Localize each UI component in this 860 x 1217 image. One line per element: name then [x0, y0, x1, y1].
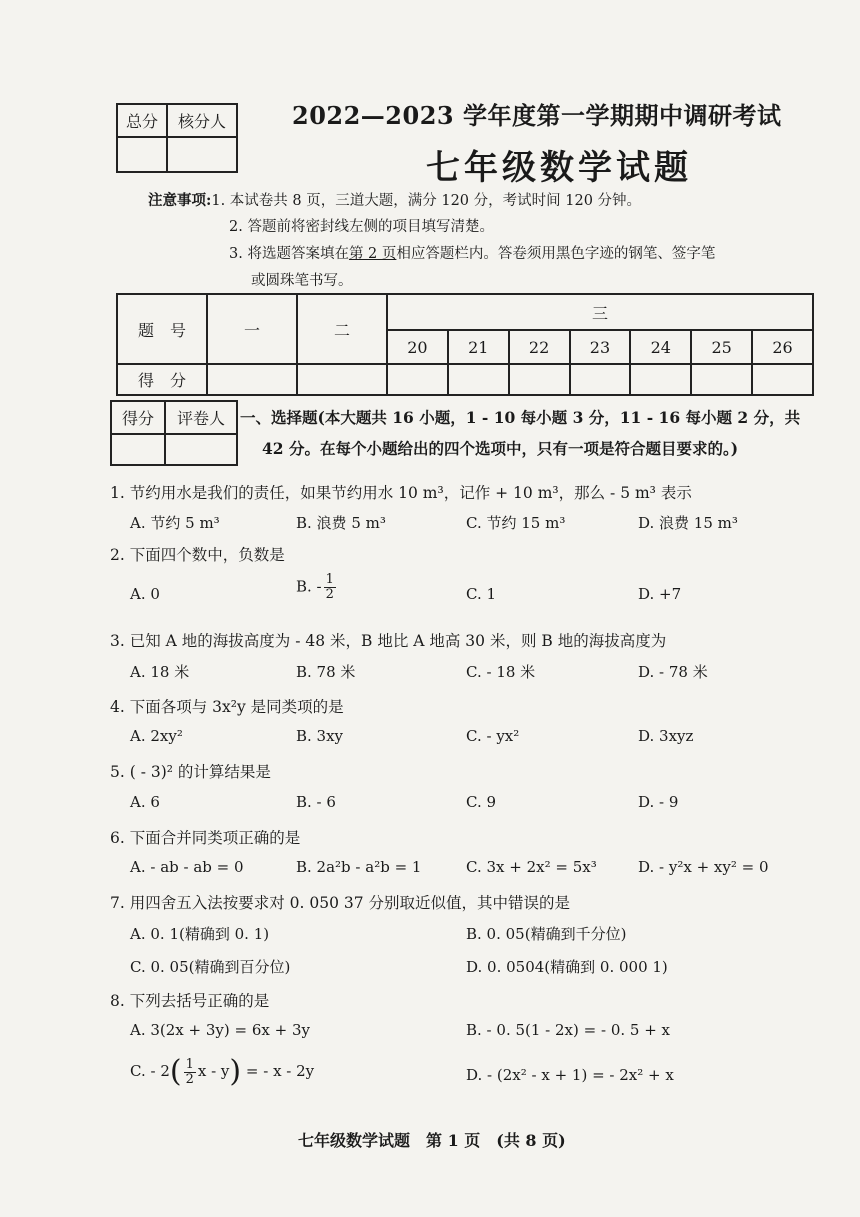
question-1-option-b: B. 浪费 5 m³: [296, 514, 386, 532]
question-1-stem: 1. 节约用水是我们的责任，如果节约用水 10 m³，记作 + 10 m³，那么 - 5 m³ 表示: [110, 484, 692, 502]
question-7-option-a: A. 0. 1(精确到 0. 1): [130, 925, 270, 943]
question-8-option-c: C. - 2( $\frac{1}{2}$ x - y) = - x - 2y: [130, 1054, 315, 1089]
sub-number-22: 22: [509, 330, 570, 364]
total-score-box: [116, 103, 238, 173]
question-7-option-c: C. 0. 05(精确到百分位): [130, 958, 291, 976]
question-1-option-d: D. 浪费 15 m³: [638, 514, 738, 532]
question-6-option-d: D. - y²x + xy² = 0: [638, 858, 769, 876]
section-one-heading-cont: 42 分。在每个小题给出的四个选项中，只有一项是符合题目要求的。): [262, 439, 739, 458]
question-6-option-b: B. 2a²b - a²b = 1: [296, 858, 422, 876]
question-4-option-d: D. 3xyz: [638, 727, 694, 745]
question-8-option-d: D. - (2x² - x + 1) = - 2x² + x: [466, 1066, 674, 1084]
question-5-option-a: A. 6: [130, 793, 160, 811]
question-8-option-b: B. - 0. 5(1 - 2x) = - 0. 5 + x: [466, 1021, 671, 1039]
question-3-option-a: A. 18 米: [130, 663, 190, 681]
total-score-label: 总分: [117, 104, 167, 137]
score-cell: [570, 364, 631, 395]
question-6-stem: 6. 下面合并同类项正确的是: [110, 829, 301, 847]
checker-cell: [167, 137, 237, 172]
question-2-option-c: C. 1: [466, 585, 497, 603]
question-1-option-a: A. 节约 5 m³: [130, 514, 220, 532]
question-3-stem: 3. 已知 A 地的海拔高度为 - 48 米，B 地比 A 地高 30 米，则 B 地的海拔高度为: [110, 632, 667, 650]
question-3-option-d: D. - 78 米: [638, 663, 708, 681]
question-2-option-a: A. 0: [130, 585, 160, 603]
question-4-option-b: B. 3xy: [296, 727, 344, 745]
page-footer: 七年级数学试题 第 1 页 (共 8 页): [298, 1131, 566, 1150]
sub-number-23: 23: [570, 330, 631, 364]
question-2-option-d: D. +7: [638, 585, 682, 603]
grader-box: [110, 400, 238, 466]
question-4-option-c: C. - yx²: [466, 727, 520, 745]
question-8-option-a: A. 3(2x + 3y) = 6x + 3y: [130, 1021, 310, 1039]
score-cell: [691, 364, 752, 395]
part-two-header: 二: [297, 294, 387, 364]
checker-label: 核分人: [167, 104, 237, 137]
score-table: [116, 293, 814, 396]
question-7-stem: 7. 用四舍五入法按要求对 0. 050 37 分别取近似值，其中错误的是: [110, 894, 571, 912]
question-2-option-b: B. - $\frac{1}{2}$: [296, 572, 334, 602]
score-cell: [387, 364, 448, 395]
question-5-option-b: B. - 6: [296, 793, 336, 811]
question-number-label: 题 号: [117, 294, 207, 364]
question-5-option-c: C. 9: [466, 793, 497, 811]
notice-label: 注意事项:: [148, 192, 212, 209]
question-8-stem: 8. 下列去括号正确的是: [110, 992, 270, 1010]
grader-name-label: 评卷人: [165, 401, 237, 434]
notice-item-3-cont: 或圆珠笔书写。: [251, 273, 353, 289]
score-cell: [509, 364, 570, 395]
question-7-option-b: B. 0. 05(精确到千分位): [466, 925, 627, 943]
question-3-option-b: B. 78 米: [296, 663, 356, 681]
score-row-label: 得 分: [117, 364, 207, 395]
score-cell: [297, 364, 387, 395]
grader-score-cell: [111, 434, 165, 465]
sub-number-20: 20: [387, 330, 448, 364]
grader-score-label: 得分: [111, 401, 165, 434]
score-cell: [752, 364, 813, 395]
question-7-option-d: D. 0. 0504(精确到 0. 000 1): [466, 958, 668, 976]
section-one-heading: 一、选择题(本大题共 16 小题，1 - 10 每小题 3 分，11 - 16 每小题 2 分，共: [240, 408, 801, 427]
question-4-option-a: A. 2xy²: [130, 727, 183, 745]
subject-title: 七年级数学试题: [426, 148, 692, 188]
part-three-header: 三: [387, 294, 813, 330]
question-1-option-c: C. 节约 15 m³: [466, 514, 566, 532]
question-4-stem: 4. 下面各项与 3x²y 是同类项的是: [110, 698, 344, 716]
fraction: $\frac{1}{2}$: [185, 1056, 194, 1087]
sub-number-25: 25: [691, 330, 752, 364]
notice-page-ref: 第 2 页: [348, 246, 397, 262]
question-3-option-c: C. - 18 米: [466, 663, 536, 681]
sub-number-26: 26: [752, 330, 813, 364]
score-cell: [448, 364, 509, 395]
notice-item-3: 3. 将选题答案填在第 2 页相应答题栏内。答卷须用黑色字迹的钢笔、签字笔: [229, 246, 716, 262]
sub-number-21: 21: [448, 330, 509, 364]
score-cell: [630, 364, 691, 395]
total-score-cell: [117, 137, 167, 172]
question-6-option-a: A. - ab - ab = 0: [130, 858, 244, 876]
question-2-stem: 2. 下面四个数中，负数是: [110, 546, 285, 564]
question-5-option-d: D. - 9: [638, 793, 679, 811]
grader-name-cell: [165, 434, 237, 465]
notice-block: [148, 189, 641, 210]
question-5-stem: 5. ( - 3)² 的计算结果是: [110, 763, 271, 781]
question-6-option-c: C. 3x + 2x² = 5x³: [466, 858, 597, 876]
part-one-header: 一: [207, 294, 297, 364]
exam-title: 2022—2023 学年度第一学期期中调研考试: [292, 101, 782, 130]
sub-number-24: 24: [630, 330, 691, 364]
notice-item-2: 2. 答题前将密封线左侧的项目填写清楚。: [229, 219, 494, 235]
score-cell: [207, 364, 297, 395]
notice-item-1: 1. 本试卷共 8 页，三道大题，满分 120 分，考试时间 120 分钟。: [211, 193, 642, 209]
fraction: $\frac{1}{2}$: [325, 572, 334, 602]
